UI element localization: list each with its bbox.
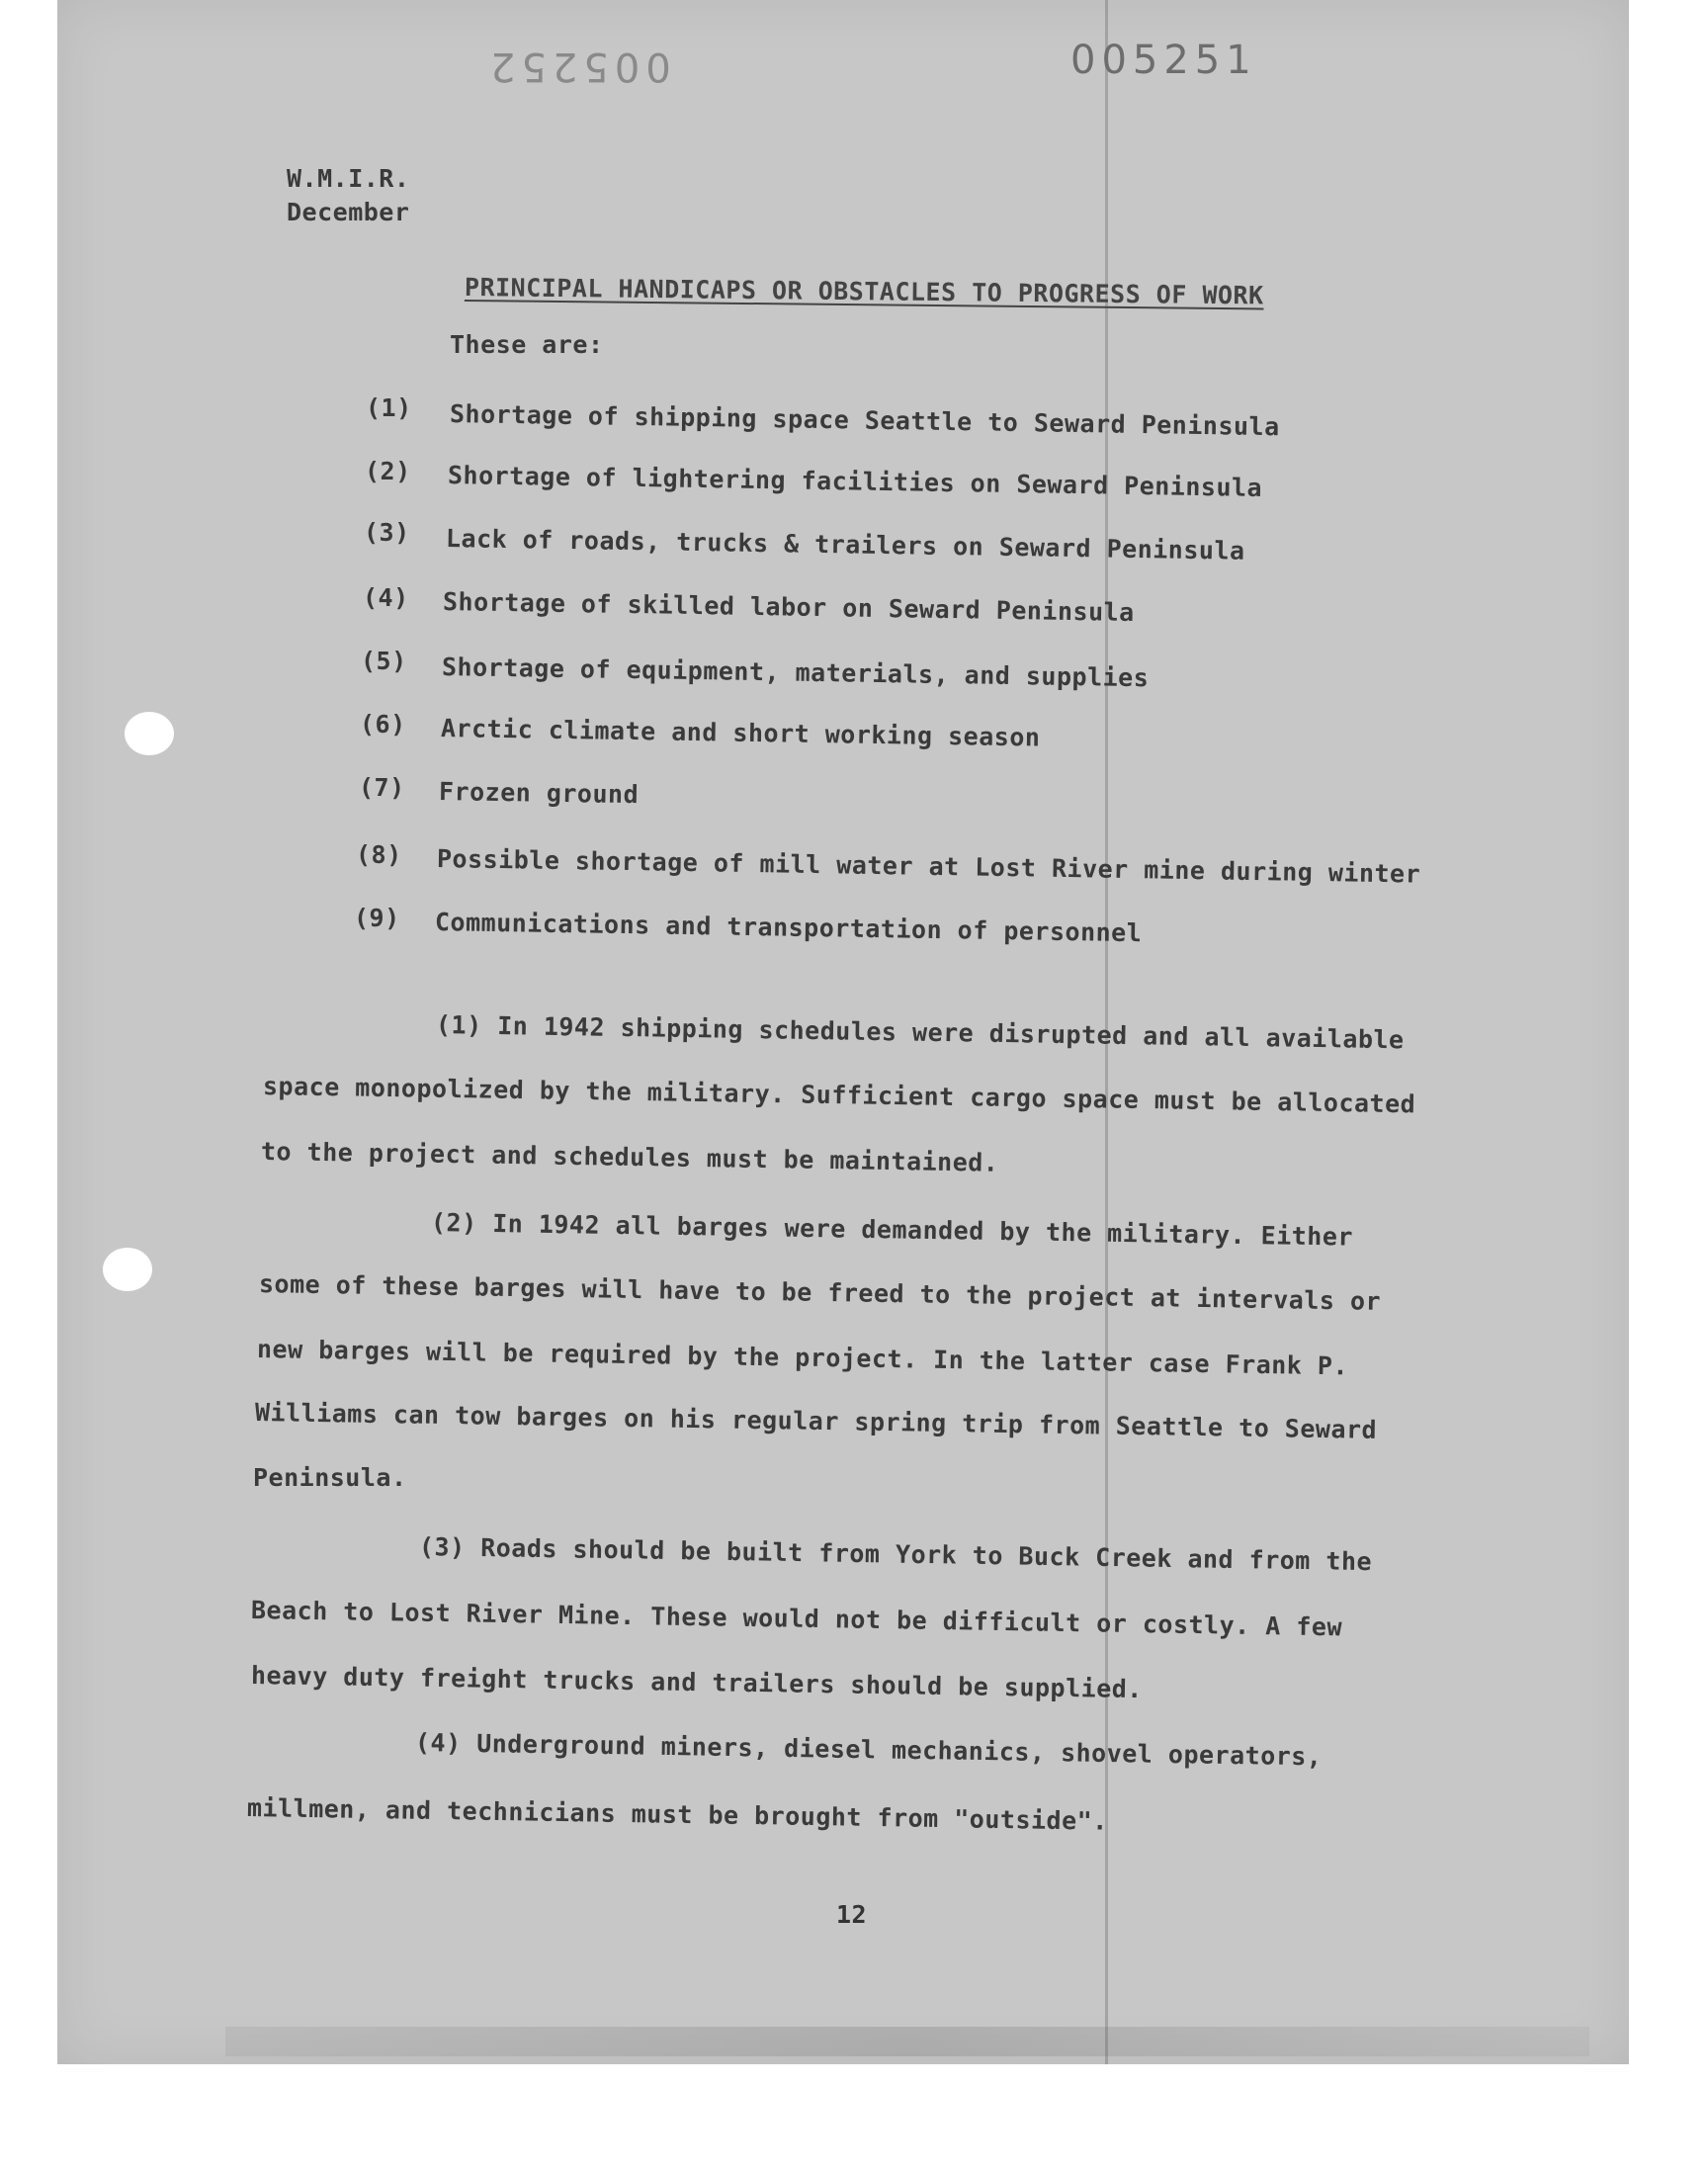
paragraph-line: some of these barges will have to be freed to the project at intervals or — [258, 1269, 1382, 1316]
mirrored-stamp-number: 005252 — [484, 44, 671, 89]
list-item-number: (6) — [360, 710, 406, 739]
header-line-2: December — [287, 198, 410, 226]
document-page — [57, 0, 1629, 2064]
list-item-text: Shortage of shipping space Seattle to Seward Peninsula — [449, 399, 1280, 442]
stamp-number: 005251 — [1070, 38, 1257, 83]
list-item-text: Lack of roads, trucks & trailers on Seward Peninsula — [445, 524, 1245, 566]
list-item-number: (7) — [359, 773, 405, 802]
list-item-text: Possible shortage of mill water at Lost River mine during winter — [436, 844, 1421, 889]
header-line-1: W.M.I.R. — [287, 164, 410, 193]
list-item-number: (9) — [354, 904, 400, 932]
paragraph-line: Beach to Lost River Mine. These would not be difficult or costly. A few — [250, 1596, 1343, 1642]
list-item-number: (2) — [365, 457, 411, 485]
section-title: PRINCIPAL HANDICAPS OR OBSTACLES TO PROGRESS OF WORK — [464, 273, 1264, 310]
paragraph-line: Peninsula. — [253, 1463, 407, 1492]
paragraph-line: (2) In 1942 all barges were demanded by the military. Either — [430, 1208, 1354, 1252]
list-item-text: Arctic climate and short working season — [440, 714, 1041, 752]
list-item-text: Shortage of lightering facilities on Seward Peninsula — [447, 461, 1263, 502]
list-item-text: Communications and transportation of personnel — [434, 908, 1143, 948]
document-body — [57, 0, 1629, 2064]
page-number: 12 — [836, 1900, 868, 1929]
list-item-number: (3) — [364, 518, 410, 547]
list-item-number: (8) — [356, 840, 402, 869]
list-item-text: Frozen ground — [438, 777, 640, 810]
paragraph-line: Williams can tow barges on his regular spring trip from Seattle to Seward — [254, 1398, 1378, 1444]
paragraph-line: (3) Roads should be built from York to Buck Creek and from the — [418, 1532, 1373, 1577]
list-item-text: Shortage of skilled labor on Seward Peninsula — [442, 587, 1135, 627]
paragraph-line: millmen, and technicians must be brought from "outside". — [246, 1793, 1108, 1836]
paragraph-line: (1) In 1942 shipping schedules were disrupted and all available — [435, 1010, 1405, 1055]
list-item-number: (5) — [361, 647, 407, 675]
paragraph-line: (4) Underground miners, diesel mechanics, shovel operators, — [414, 1728, 1323, 1772]
paragraph-line: space monopolized by the military. Sufficient cargo space must be allocated — [262, 1072, 1416, 1119]
intro-text: These are: — [450, 330, 604, 359]
list-item-number: (1) — [366, 393, 412, 422]
paragraph-line: new barges will be required by the project. In the latter case Frank P. — [256, 1335, 1349, 1381]
list-item-number: (4) — [363, 583, 409, 612]
paragraph-line: heavy duty freight trucks and trailers should be supplied. — [250, 1661, 1144, 1704]
paragraph-line: to the project and schedules must be maintained. — [260, 1137, 999, 1177]
list-item-text: Shortage of equipment, materials, and supplies — [441, 652, 1150, 693]
